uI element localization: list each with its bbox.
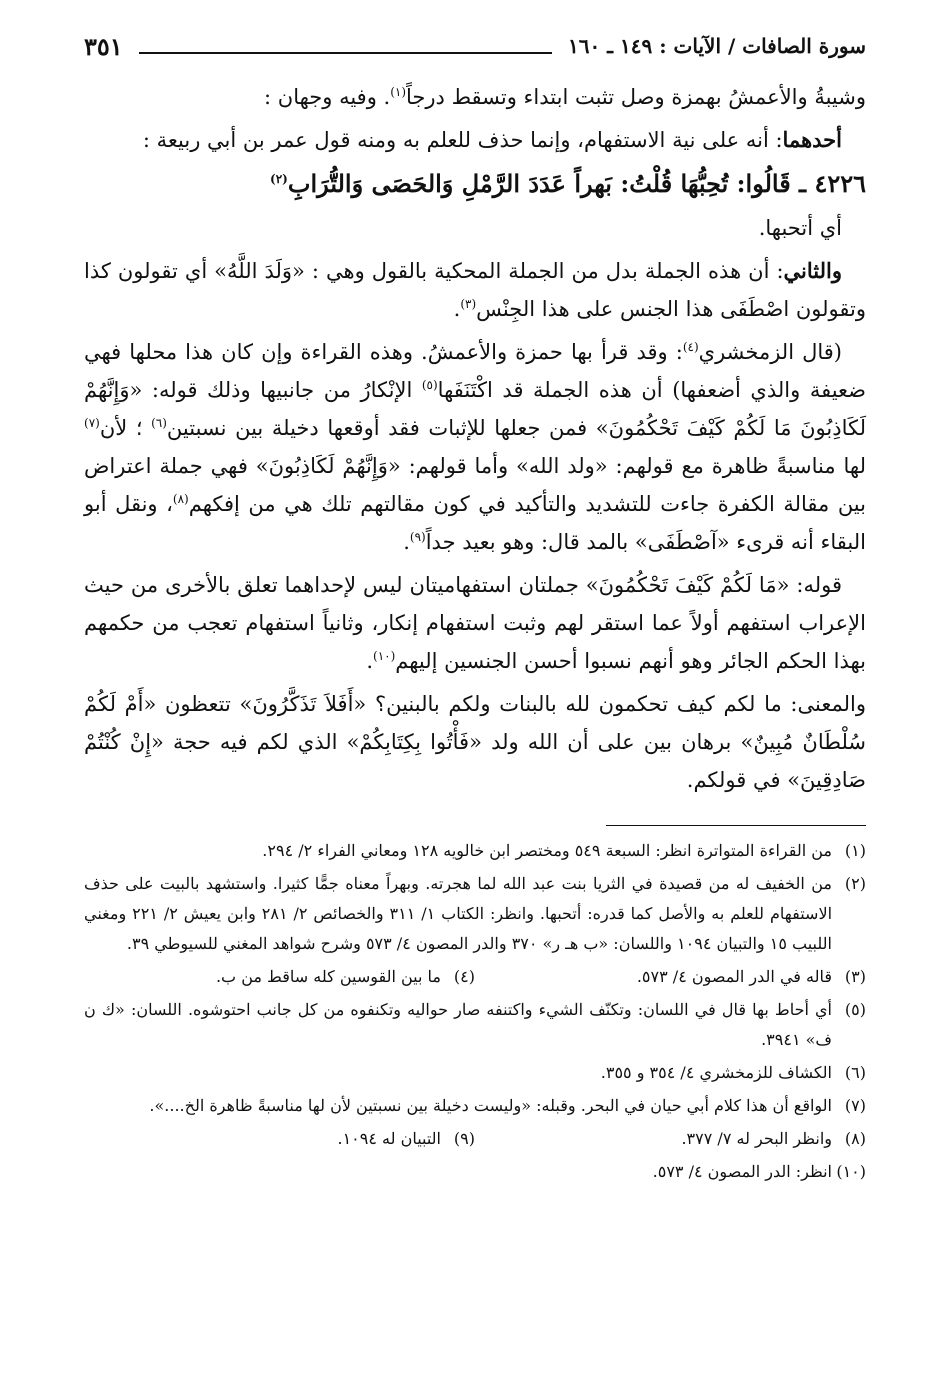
footnote-number: (٤) [453,967,475,986]
footnote-text: الواقع أن هذا كلام أبي حيان في البحر. وقبله: «وليست دخيلة بين نسبتين لأن لها مناسبةً ظاهرة الخ....». [149,1096,832,1115]
text-span: : أنه على نية الاستفهام، وإنما حذف للعلم به ومنه قول عمر بن أبي ربيعة : [142,128,783,152]
paragraph-7 [84,685,866,799]
paragraph-1 [84,78,866,116]
footnote-ref: (٥) [421,378,438,392]
footnote-text: انظر: الدر المصون ٤/ ٥٧٣. [652,1162,832,1181]
paragraph-3 [84,209,866,247]
footnote-number: (٢) [844,874,866,893]
text-span: : وقد قرأ بها حمزة والأعمشُ. وهذه القراءة وإن كان هذا محلها فهي ضعيفة والذي أضعفها) أن هذه الجملة قد اكْتَنَفَها [84,340,866,402]
footnote-text: التبيان له ١٠٩٤. [337,1129,441,1148]
footnotes [84,825,866,1187]
paragraph-5 [84,333,866,561]
footnote-1 [84,836,866,866]
footnote-ref: (٩) [409,530,426,544]
text-span: . [366,649,374,673]
footnote-ref: (٤) [682,340,699,354]
verse-text: ٤٢٢٦ ـ قَالُوا: تُحِبُّهَا قُلْتُ: بَهراً عَدَدَ الرَّمْلِ وَالحَصَى وَالتُّرَابِ [287,169,866,198]
running-title: سورة الصافات / الآيات : ١٤٩ ـ ١٦٠ [567,34,866,58]
footnote-ref: (٨) [172,492,189,506]
footnote-number: (٥) [844,1000,866,1019]
footnote-number: (٦) [844,1063,866,1082]
footnote-7 [84,1091,866,1121]
text-span: ، ونقل أبو البقاء أنه قرىء «آصْطَفَى» بالمد قال: وهو بعيد جداً [84,492,866,554]
footnote-ref: (٧) [84,416,100,430]
footnote-text: وانظر البحر له ٧/ ٣٧٧. [681,1129,832,1148]
paragraph-4 [84,252,866,328]
footnote-ref: (١٠) [373,649,396,663]
footnote-ref: (١) [390,85,407,99]
page-number: ٣٥١ [84,31,123,61]
page-header [84,28,866,64]
footnote-text: الكشاف للزمخشري ٤/ ٣٥٤ و ٣٥٥. [600,1063,832,1082]
footnote-text: أي أحاط بها قال في اللسان: وتكنّف الشيء واكتنفه صار حواليه وتكنفوه من كل جانب احتوشوه. اللسان: «ك ن ف» ٣٩٤١. [84,1000,833,1049]
footnote-5 [84,995,866,1055]
header-rule [139,38,552,54]
text-span: ؛ لأن [99,416,152,440]
footnote-separator [606,825,866,826]
text-span: والمعنى: ما لكم كيف تحكمون لله بالبنات ولكم بالبنين؟ «أَفَلاَ تَذَكَّرُونَ» تتعظون «أَمْ لَكُمْ سُلْطَانٌ مُبِينٌ» برهان بين على أن الله ولد «فَأْتُوا بِكِتَابِكُمْ» الذي لكم فيه حجة «إِنْ كُنْتُمْ صَادِقِينَ» في قولكم. [84,692,866,792]
paragraph-2 [84,121,866,159]
paragraph-6 [84,566,866,680]
footnote-text: قاله في الدر المصون ٤/ ٥٧٣. [636,967,832,986]
footnote-ref: (٢) [270,172,288,186]
text-span: أي أتحبها. [758,216,842,240]
text-span: قوله: «مَا لَكُمْ كَيْفَ تَحْكُمُونَ» جملتان استفهاميتان ليس لإحداهما تعلق بالأخرى من حيث الإعراب استفهم أولاً عما استقر لهم وثبت استفهام إنكار، وثانياً استفهام تعجب من حكمهم بهذا الحكم الجائر وهو أنهم نسبوا أحسن الجنسين إليهم [84,573,866,673]
lead-word: أحدهما [782,127,842,152]
footnote-number: (٧) [844,1096,866,1115]
footnote-ref: (٦) [151,416,167,430]
footnote-number: (١٠) [836,1162,866,1181]
footnote-text: ما بين القوسين كله ساقط من ب. [215,967,441,986]
text-span: . [403,530,410,554]
footnote-4 [84,962,475,992]
footnote-text: من القراءة المتواترة انظر: السبعة ٥٤٩ ومختصر ابن خالويه ١٢٨ ومعاني الفراء ٢/ ٢٩٤. [262,841,832,860]
footnote-number: (٣) [844,967,866,986]
footnote-6 [84,1058,866,1088]
footnote-number: (٩) [453,1129,475,1148]
footnote-8 [475,1124,866,1154]
text-span: الإنْكارُ من جانبيها وذلك قوله: «وَإِنَّهُمْ لَكَاذِبُونَ مَا لَكُمْ كَيْفَ تَحْكُمُونَ» فمن جعلها للإثبات فقد أوقعها دخيلة بين نسبتين [84,378,866,440]
text-span: (قال الزمخشري [698,340,842,364]
footnote-10 [84,1157,866,1187]
footnote-number: (٨) [844,1129,866,1148]
footnote-2 [84,869,866,959]
text-span: . وفيه وجهان : [264,85,391,109]
footnote-number: (١) [844,841,866,860]
lead-word: والثاني [783,258,842,283]
main-text [84,78,866,799]
footnote-ref: (٣) [460,297,477,311]
text-span: : أن هذه الجملة بدل من الجملة المحكية بالقول وهي : «وَلَدَ اللَّهُ» أي تقولون كذا وتقولون اصْطَفَى هذا الجنس على هذا الجِنْس [84,259,866,321]
footnote-9 [84,1124,475,1154]
text-span: وشيبةُ والأعمشُ بهمزة وصل تثبت ابتداء وتسقط درجاً [406,85,866,109]
footnote-text: من الخفيف له من قصيدة في الثريا بنت عبد الله لما هجرته. وبهراً معناه جمًّا كثيرا. واستشهد بالبيت على حذف الاستفهام للعلم به والأصل كما قدره: أتحبها. وانظر: الكتاب ١/ ٣١١ والخصائص ٢/ ٢٨١ وابن يعيش ٢/ ٢٢١ ومغني اللبيب ١٥ والتبيان ١٠٩٤ واللسان: «ب هـ ر» ٣٧٠ والدر المصون ٤/ ٥٧٣ وشرح شواهد المغني للسيوطي ٣٩. [84,874,833,953]
footnote-3 [475,962,866,992]
poetry-verse [84,165,866,203]
footnote-row-3-4 [84,962,866,992]
text-span: لها مناسبةً ظاهرة مع قولهم: «ولد الله» وأما قولهم: «وَإِنَّهُمْ لَكَاذِبُونَ» فهي جملة اعتراض بين مقالة الكفرة جاءت للتشديد والتأكيد في كون مقالتهم تلك هي من إفكهم [84,454,866,516]
text-span: . [453,297,461,321]
footnote-row-8-9 [84,1124,866,1154]
